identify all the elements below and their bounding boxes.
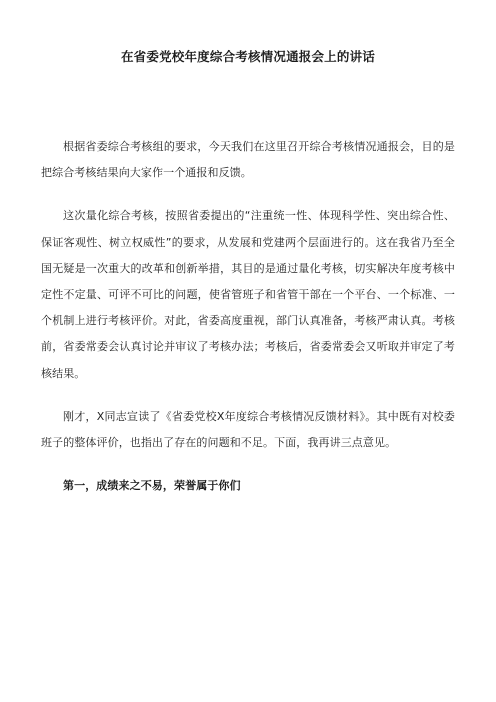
paragraph-1: 根据省委综合考核组的要求，今天我们在这里召开综合考核情况通报会，目的是把综合考核结果向大家作一个通报和反馈。 — [41, 140, 455, 180]
paragraph-3: 刚才，X同志宣读了《省委党校X年度综合考核情况反馈材料》。其中既有对校委班子的整体评价，也指出了存在的问题和不足。下面，我再讲三点意见。 — [41, 409, 455, 450]
document-title: 在省委党校年度综合考核情况通报会上的讲话 — [120, 49, 375, 64]
document-body — [41, 134, 455, 516]
section-heading: 第一，成绩来之不易，荣誉属于你们 — [63, 479, 241, 493]
paragraph-2: 这次量化综合考核，按照省委提出的“注重统一性、体现科学性、突出综合性、保证客观性、树立权威性”的要求，从发展和党建两个层面进行的。这在我省乃至全国无疑是一次重大的改革和创新举措，其目的是通过量化考核，切实解决年度考核中定性不定量、可评不可比的问题，使省管班子和省管干部在一个平台、一个标准、一个机制上进行考核评价。对此，省委高度重视，部门认真准备，考核严肃认真。考核前，省委常委会认真讨论并审议了考核办法；考核后，省委常委会又听取并审定了考核结果。 — [41, 209, 455, 380]
